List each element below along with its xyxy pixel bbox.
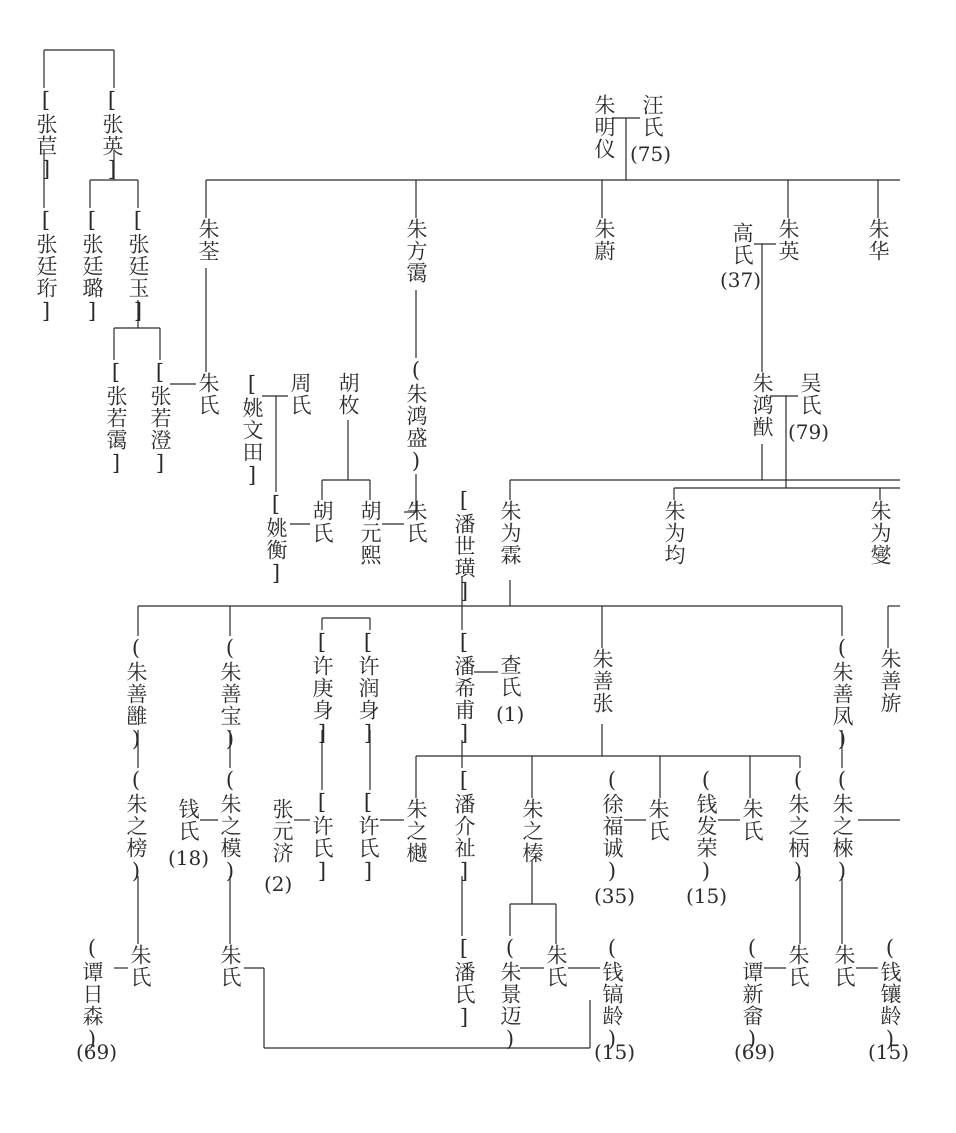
person-zhang-ying: [张英] bbox=[100, 88, 124, 182]
person-zhu-zhijie: 朱之樾 bbox=[404, 798, 428, 864]
person-zhu-shi-i: 朱氏 bbox=[832, 944, 856, 988]
person-zhu-zhilin: (朱之棶) bbox=[830, 768, 854, 884]
person-qian-haoling: (钱镐龄) bbox=[600, 936, 624, 1052]
person-zhu-hongyou: 朱鸿猷 bbox=[750, 372, 774, 438]
person-xu-shi-b: [许氏] bbox=[356, 790, 380, 884]
person-zhu-jingmai: (朱景迈) bbox=[498, 936, 522, 1052]
age-cha-shi: (1) bbox=[496, 702, 525, 726]
person-zhu-shanqi: 朱善旂 bbox=[878, 648, 902, 714]
person-zhang-tinghang: [张廷珩] bbox=[34, 208, 58, 324]
person-zhu-zhibang: (朱之榜) bbox=[124, 768, 148, 884]
age-wang-shi: (75) bbox=[630, 142, 672, 166]
person-zhang-tingyu: [张廷玉] bbox=[126, 208, 150, 324]
person-hu-shi: 胡氏 bbox=[310, 500, 334, 544]
person-zhu-zhizhen: 朱之榛 bbox=[520, 798, 544, 864]
person-tan-xinshe: (谭新畲) bbox=[740, 936, 764, 1052]
person-yao-heng: [姚衡] bbox=[264, 492, 288, 586]
age-tan-risen: (69) bbox=[76, 1040, 118, 1064]
person-pan-shihuang: [潘世璜] bbox=[452, 488, 476, 604]
person-wang-shi: 汪氏 bbox=[640, 94, 664, 138]
person-zhu-mingyi: 朱明仪 bbox=[592, 94, 616, 160]
age-qian-shi: (18) bbox=[168, 846, 210, 870]
person-zhu-shanyong: (朱善雝) bbox=[124, 636, 148, 752]
person-zhu-weilin: 朱为霖 bbox=[498, 500, 522, 566]
age-wu-shi: (79) bbox=[788, 420, 830, 444]
person-pan-jieqi: [潘介祉] bbox=[452, 768, 476, 884]
person-zhu-quan: 朱荃 bbox=[196, 218, 220, 262]
person-zhu-shi-c: 朱氏 bbox=[646, 798, 670, 842]
person-pan-xifu: [潘希甫] bbox=[452, 630, 476, 746]
person-cha-shi: 查氏 bbox=[498, 654, 522, 698]
person-zhou-shi: 周氏 bbox=[288, 372, 312, 416]
person-xu-shi-a: [许氏] bbox=[310, 790, 334, 884]
person-zhang-yuanji: 张元济 bbox=[270, 798, 294, 864]
person-qian-shi: 钱氏 bbox=[176, 798, 200, 842]
age-tan-xinshe: (69) bbox=[734, 1040, 776, 1064]
age-zhang-yuanji: (2) bbox=[264, 872, 293, 896]
age-qian-haoling: (15) bbox=[594, 1040, 636, 1064]
age-qian-farong: (15) bbox=[686, 884, 728, 908]
person-zhu-wei: 朱蔚 bbox=[592, 218, 616, 262]
person-qian-farong: (钱发荣) bbox=[694, 768, 718, 884]
person-zhu-shi-d: 朱氏 bbox=[740, 798, 764, 842]
person-zhu-zhimo: (朱之模) bbox=[218, 768, 242, 884]
person-zhu-zhibing: (朱之柄) bbox=[786, 768, 810, 884]
person-zhu-weijun: 朱为均 bbox=[662, 500, 686, 566]
person-zhu-hongsheng: (朱鸿盛) bbox=[404, 358, 428, 474]
person-zhu-shi-h: 朱氏 bbox=[786, 944, 810, 988]
person-wu-shi: 吴氏 bbox=[798, 372, 822, 416]
person-zhu-hua: 朱华 bbox=[866, 218, 890, 262]
person-zhang-yi: [张苣] bbox=[34, 88, 58, 182]
person-qian-xiangling: (钱镶龄) bbox=[878, 936, 902, 1052]
person-zhu-shi-a: 朱氏 bbox=[196, 372, 220, 416]
person-yao-wentian: [姚文田] bbox=[240, 372, 264, 488]
person-zhu-weixie: 朱为燮 bbox=[868, 500, 892, 566]
person-zhu-shi-f: 朱氏 bbox=[218, 944, 242, 988]
person-zhu-shanbao: (朱善宝) bbox=[218, 636, 242, 752]
person-zhu-ying: 朱英 bbox=[776, 218, 800, 262]
person-zhu-shanzhang: 朱善张 bbox=[590, 648, 614, 714]
person-xu-runshen: [许润身] bbox=[356, 630, 380, 746]
person-pan-shi: [潘氏] bbox=[452, 936, 476, 1030]
person-zhang-tinglu: [张廷璐] bbox=[80, 208, 104, 324]
person-hu-yuanxi: 胡元熙 bbox=[358, 500, 382, 566]
person-zhu-fangai: 朱方霭 bbox=[404, 218, 428, 284]
person-zhu-shi-e: 朱氏 bbox=[128, 944, 152, 988]
person-zhang-ruoai: [张若霭] bbox=[104, 360, 128, 476]
person-gao-shi: 高氏 bbox=[730, 222, 754, 266]
age-xu-fujian: (35) bbox=[594, 884, 636, 908]
person-xu-gengshen: [许庚身] bbox=[310, 630, 334, 746]
person-xu-fujian: (徐福诚) bbox=[600, 768, 624, 884]
person-zhu-shi-g: 朱氏 bbox=[544, 944, 568, 988]
age-gao-shi: (37) bbox=[720, 268, 762, 292]
person-zhang-ruocheng: [张若澄] bbox=[148, 360, 172, 476]
person-tan-risen: (谭日森) bbox=[80, 936, 104, 1052]
person-zhu-shanfeng: (朱善凤) bbox=[830, 636, 854, 752]
person-zhu-shi-b: 朱氏 bbox=[404, 500, 428, 544]
age-qian-xiangling: (15) bbox=[868, 1040, 910, 1064]
person-hu-mei: 胡枚 bbox=[336, 372, 360, 416]
